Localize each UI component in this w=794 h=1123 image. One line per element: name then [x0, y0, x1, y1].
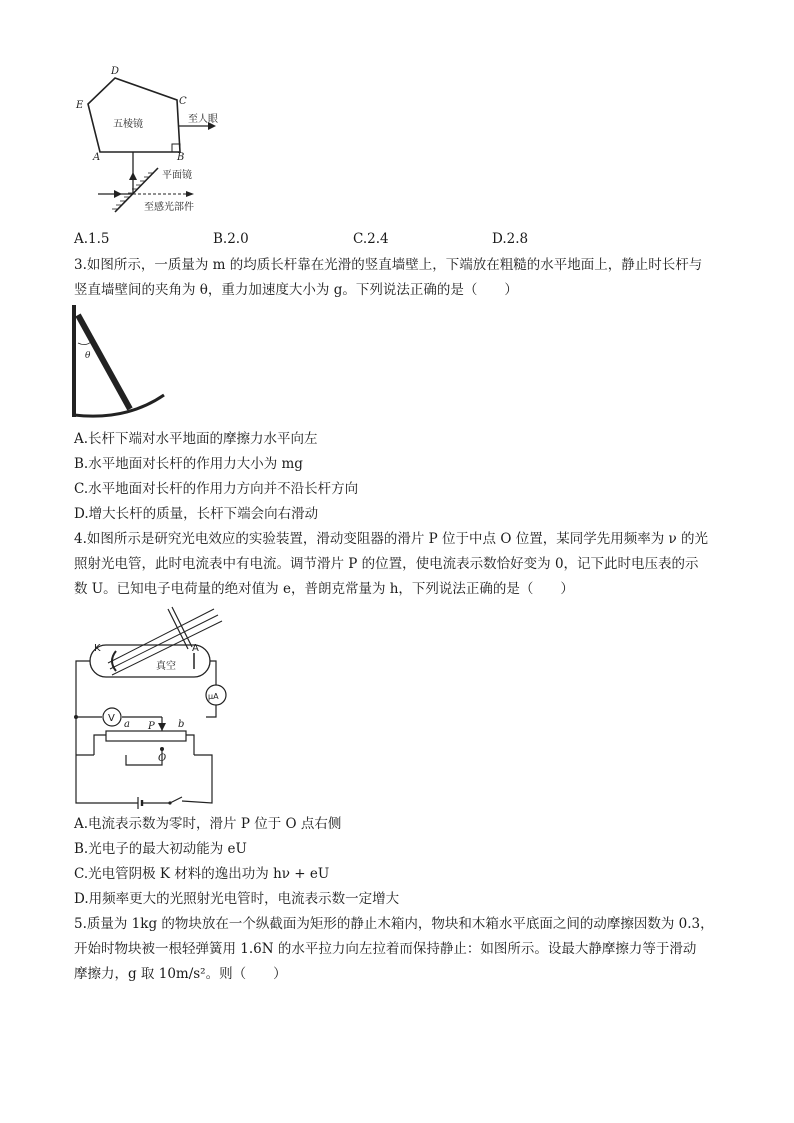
vertex-e-label: E — [76, 100, 84, 111]
photoelectric-circuit-figure — [66, 605, 236, 810]
q3-option-b[interactable]: B.水平地面对长杆的作用力大小为 mg — [74, 456, 303, 472]
q2-option-c[interactable]: C.2.4 — [353, 231, 389, 247]
q2-option-a[interactable]: A.1.5 — [74, 231, 110, 247]
q4-option-a[interactable]: A.电流表示数为零时，滑片 P 位于 O 点右侧 — [74, 816, 342, 832]
incoming-ray-arrow — [114, 190, 122, 198]
vertex-b-label: B — [177, 152, 185, 163]
rheostat — [106, 731, 186, 741]
eye-label: 至人眼 — [188, 114, 218, 125]
q4-stem-line-2: 照射光电管，此时电流表中有电流。调节滑片 P 的位置，使电流表示数恰好变为 0，记下此时电压表的示 — [74, 556, 699, 572]
vertex-c-label: C — [179, 96, 187, 107]
midpoint-o-label: O — [158, 753, 167, 764]
q4-option-c[interactable]: C.光电管阴极 K 材料的逸出功为 hν + eU — [74, 866, 330, 882]
rod-wall-figure — [66, 303, 176, 423]
q5-stem-line-2: 开始时物块被一根轻弹簧用 1.6N 的水平拉力向左拉着而保持静止：如图所示。设最大静摩擦力等于滑动 — [74, 941, 697, 957]
q4-option-b[interactable]: B.光电子的最大初动能为 eU — [74, 841, 247, 857]
pentaprism-shape — [88, 78, 180, 152]
ground-curve — [74, 395, 164, 416]
rheostat-b-label: b — [178, 719, 185, 730]
sensor-ray-arrow — [186, 191, 194, 197]
microammeter-label: μA — [208, 692, 219, 701]
right-angle-mark — [172, 144, 180, 152]
sensor-label: 至感光部件 — [144, 202, 194, 213]
q3-stem-line-1: 3.如图所示，一质量为 m 的均质长杆靠在光滑的竖直墙壁上，下端放在粗糙的水平地面上，静止时长杆与 — [74, 257, 703, 273]
q2-option-b[interactable]: B.2.0 — [213, 231, 249, 247]
mirror-label: 平面镜 — [162, 170, 192, 181]
vacuum-label: 真空 — [156, 661, 176, 672]
rheostat-a-label: a — [124, 719, 130, 730]
q3-option-a[interactable]: A.长杆下端对水平地面的摩擦力水平向左 — [74, 431, 318, 447]
q3-option-d[interactable]: D.增大长杆的质量，长杆下端会向右滑动 — [74, 506, 319, 522]
q4-option-d[interactable]: D.用频率更大的光照射光电管时，电流表示数一定增大 — [74, 891, 400, 907]
pentaprism-figure — [60, 60, 260, 225]
q5-stem-line-3: 摩擦力，g 取 10m/s²。则（ ） — [74, 966, 287, 982]
switch[interactable] — [170, 797, 182, 803]
vertex-d-label: D — [111, 66, 120, 77]
slider-p-label: P — [148, 721, 155, 732]
q5-stem-line-1: 5.质量为 1kg 的物块放在一个纵截面为矩形的静止木箱内，物块和木箱水平底面之间的动摩擦因数为 0.3， — [74, 916, 714, 932]
cathode-k-label: K — [94, 643, 101, 654]
slider-p[interactable] — [158, 723, 166, 731]
vertex-a-label: A — [93, 152, 101, 163]
q2-option-d[interactable]: D.2.8 — [492, 231, 529, 247]
midpoint-o — [160, 747, 164, 751]
wall — [72, 305, 76, 417]
q3-stem-line-2: 竖直墙壁间的夹角为 θ，重力加速度大小为 g。下列说法正确的是（ ） — [74, 282, 518, 298]
long-rod — [78, 315, 130, 409]
q4-stem-line-3: 数 U。已知电子电荷量的绝对值为 e，普朗克常量为 h，下列说法正确的是（ ） — [74, 581, 574, 597]
anode-a-label: A — [192, 643, 199, 654]
theta-label: θ — [85, 351, 91, 361]
junction-dot — [74, 715, 78, 719]
q3-option-c[interactable]: C.水平地面对长杆的作用力方向并不沿长杆方向 — [74, 481, 359, 497]
vertical-ray-arrow — [129, 172, 137, 180]
q4-stem-line-1: 4.如图所示是研究光电效应的实验装置，滑动变阻器的滑片 P 位于中点 O 位置，某同学先用频率为 ν 的光 — [74, 531, 708, 547]
voltmeter-label: V — [108, 713, 115, 724]
prism-label: 五棱镜 — [113, 119, 143, 130]
